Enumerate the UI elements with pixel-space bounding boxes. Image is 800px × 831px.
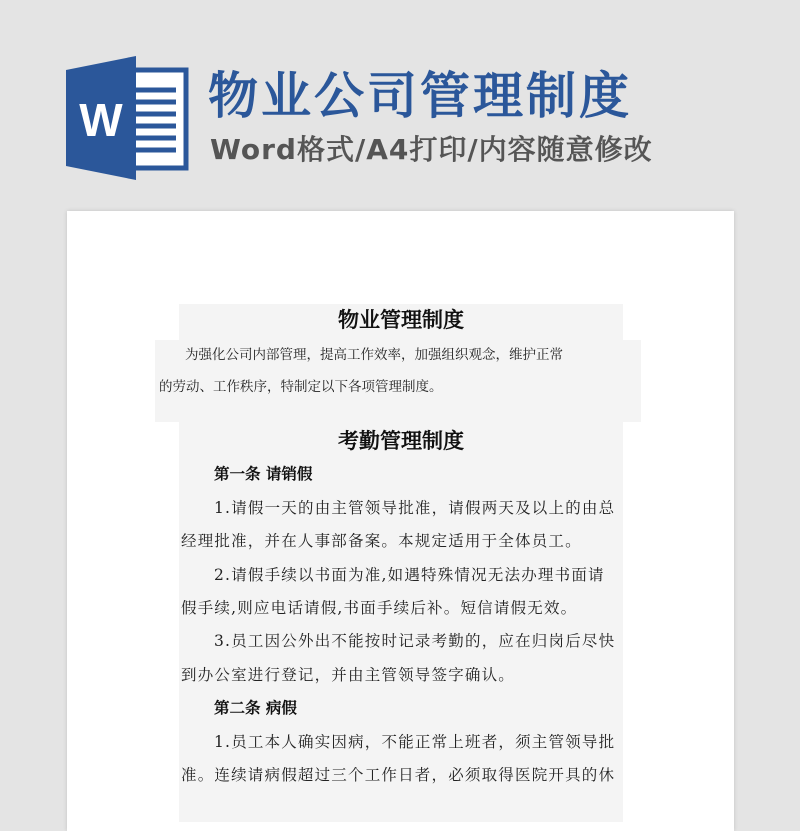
article-heading: 第一条 请销假	[214, 465, 313, 483]
intro-line: 为强化公司内部管理，提高工作效率，加强组织观念，维护正常	[185, 347, 563, 363]
banner-header	[0, 0, 800, 200]
paragraph-line: 到办公室进行登记，并由主管领导签字确认。	[181, 666, 516, 684]
article-heading: 第二条 病假	[214, 699, 297, 717]
paragraph-line: 1.请假一天的由主管领导批准，请假两天及以上的由总	[214, 499, 616, 517]
intro-line: 的劳动、工作秩序，特制定以下各项管理制度。	[159, 379, 443, 395]
paragraph-line: 2.请假手续以书面为准,如遇特殊情况无法办理书面请	[214, 566, 605, 584]
document-title: 物业管理制度	[338, 307, 464, 332]
word-icon	[66, 56, 198, 180]
word-logo-letter: W	[79, 94, 123, 146]
section-title: 考勤管理制度	[338, 428, 464, 453]
banner-title: 物业公司管理制度	[208, 67, 632, 125]
paragraph-line: 准。连续请病假超过三个工作日者，必须取得医院开具的休	[181, 766, 616, 784]
paragraph-line: 假手续,则应电话请假,书面手续后补。短信请假无效。	[181, 599, 578, 617]
paragraph-line: 1.员工本人确实因病，不能正常上班者，须主管领导批	[214, 733, 616, 751]
paragraph-line: 经理批准，并在人事部备案。本规定适用于全体员工。	[181, 532, 582, 550]
paragraph-line: 3.员工因公外出不能按时记录考勤的，应在归岗后尽快	[214, 632, 616, 650]
banner-subtitle: Word格式/A4打印/内容随意修改	[210, 133, 653, 166]
